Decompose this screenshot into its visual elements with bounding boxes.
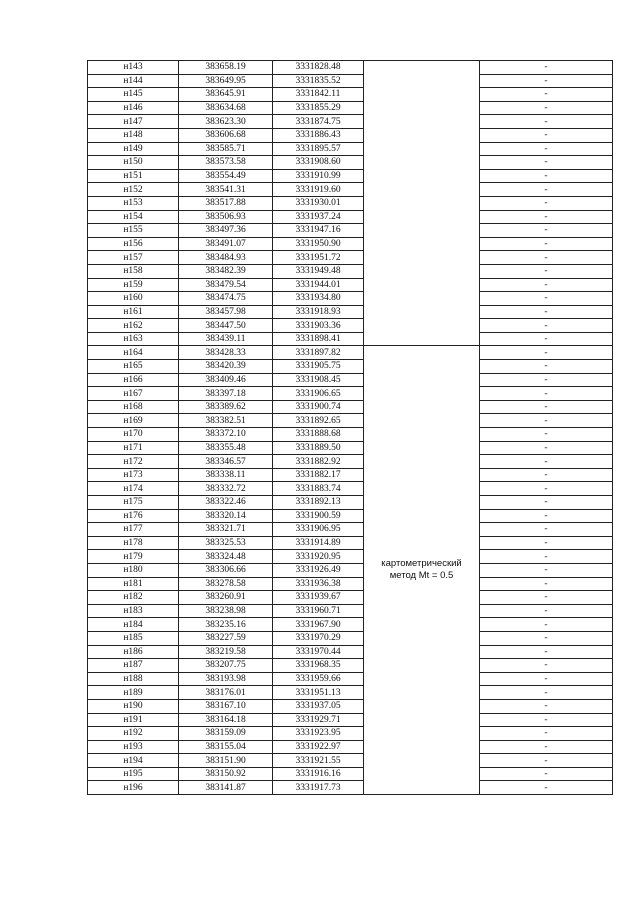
accuracy-cell: -	[480, 237, 613, 251]
y-coordinate-cell: 3331950.90	[273, 237, 364, 251]
accuracy-cell: -	[480, 523, 613, 537]
point-id-cell: н189	[88, 686, 179, 700]
y-coordinate-cell: 3331920.95	[273, 550, 364, 564]
table-row	[88, 754, 613, 768]
point-id-cell: н156	[88, 237, 179, 251]
point-id-cell: н155	[88, 224, 179, 238]
accuracy-cell: -	[480, 251, 613, 265]
point-id-cell: н177	[88, 523, 179, 537]
accuracy-cell: -	[480, 128, 613, 142]
y-coordinate-cell: 3331905.75	[273, 360, 364, 374]
y-coordinate-cell: 3331922.97	[273, 740, 364, 754]
x-coordinate-cell: 383457.98	[179, 305, 273, 319]
accuracy-cell: -	[480, 509, 613, 523]
table-row	[88, 767, 613, 781]
point-id-cell: н145	[88, 88, 179, 102]
x-coordinate-cell: 383497.36	[179, 224, 273, 238]
coordinates-table	[87, 60, 613, 795]
table-row	[88, 618, 613, 632]
x-coordinate-cell: 383649.95	[179, 74, 273, 88]
y-coordinate-cell: 3331908.45	[273, 373, 364, 387]
y-coordinate-cell: 3331947.16	[273, 224, 364, 238]
table-row	[88, 441, 613, 455]
x-coordinate-cell: 383420.39	[179, 360, 273, 374]
point-id-cell: н164	[88, 346, 179, 360]
accuracy-cell: -	[480, 577, 613, 591]
point-id-cell: н182	[88, 591, 179, 605]
y-coordinate-cell: 3331930.01	[273, 196, 364, 210]
method-cell-group-1	[364, 61, 480, 346]
y-coordinate-cell: 3331960.71	[273, 604, 364, 618]
point-id-cell: н192	[88, 727, 179, 741]
x-coordinate-cell: 383479.54	[179, 278, 273, 292]
accuracy-cell: -	[480, 210, 613, 224]
y-coordinate-cell: 3331970.29	[273, 631, 364, 645]
table-row	[88, 631, 613, 645]
accuracy-cell: -	[480, 264, 613, 278]
point-id-cell: н148	[88, 128, 179, 142]
accuracy-cell: -	[480, 115, 613, 129]
y-coordinate-cell: 3331895.57	[273, 142, 364, 156]
x-coordinate-cell: 383355.48	[179, 441, 273, 455]
table-row	[88, 237, 613, 251]
y-coordinate-cell: 3331892.13	[273, 496, 364, 510]
accuracy-cell: -	[480, 659, 613, 673]
y-coordinate-cell: 3331916.16	[273, 767, 364, 781]
y-coordinate-cell: 3331898.41	[273, 332, 364, 346]
point-id-cell: н159	[88, 278, 179, 292]
accuracy-cell: -	[480, 781, 613, 795]
x-coordinate-cell: 383346.57	[179, 455, 273, 469]
table-row	[88, 523, 613, 537]
x-coordinate-cell: 383573.58	[179, 156, 273, 170]
accuracy-cell: -	[480, 305, 613, 319]
table-row	[88, 536, 613, 550]
y-coordinate-cell: 3331921.55	[273, 754, 364, 768]
point-id-cell: н187	[88, 659, 179, 673]
table-row	[88, 169, 613, 183]
table-row	[88, 360, 613, 374]
table-row	[88, 482, 613, 496]
accuracy-cell: -	[480, 373, 613, 387]
y-coordinate-cell: 3331889.50	[273, 441, 364, 455]
method-text-line-2: метод Mt = 0.5	[389, 570, 454, 582]
x-coordinate-cell: 383235.16	[179, 618, 273, 632]
x-coordinate-cell: 383219.58	[179, 645, 273, 659]
x-coordinate-cell: 383474.75	[179, 292, 273, 306]
x-coordinate-cell: 383164.18	[179, 713, 273, 727]
table-row	[88, 373, 613, 387]
x-coordinate-cell: 383585.71	[179, 142, 273, 156]
y-coordinate-cell: 3331835.52	[273, 74, 364, 88]
x-coordinate-cell: 383176.01	[179, 686, 273, 700]
point-id-cell: н166	[88, 373, 179, 387]
point-id-cell: н186	[88, 645, 179, 659]
point-id-cell: н185	[88, 631, 179, 645]
y-coordinate-cell: 3331900.74	[273, 400, 364, 414]
x-coordinate-cell: 383332.72	[179, 482, 273, 496]
accuracy-cell: -	[480, 767, 613, 781]
accuracy-cell: -	[480, 740, 613, 754]
point-id-cell: н153	[88, 196, 179, 210]
x-coordinate-cell: 383389.62	[179, 400, 273, 414]
accuracy-cell: -	[480, 536, 613, 550]
point-id-cell: н188	[88, 672, 179, 686]
y-coordinate-cell: 3331937.05	[273, 699, 364, 713]
y-coordinate-cell: 3331897.82	[273, 346, 364, 360]
point-id-cell: н173	[88, 468, 179, 482]
table-row	[88, 156, 613, 170]
point-id-cell: н165	[88, 360, 179, 374]
table-row	[88, 264, 613, 278]
y-coordinate-cell: 3331874.75	[273, 115, 364, 129]
point-id-cell: н190	[88, 699, 179, 713]
table-row	[88, 115, 613, 129]
x-coordinate-cell: 383227.59	[179, 631, 273, 645]
x-coordinate-cell: 383260.91	[179, 591, 273, 605]
x-coordinate-cell: 383193.98	[179, 672, 273, 686]
table-row	[88, 509, 613, 523]
accuracy-cell: -	[480, 346, 613, 360]
point-id-cell: н194	[88, 754, 179, 768]
x-coordinate-cell: 383623.30	[179, 115, 273, 129]
accuracy-cell: -	[480, 142, 613, 156]
point-id-cell: н196	[88, 781, 179, 795]
accuracy-cell: -	[480, 713, 613, 727]
y-coordinate-cell: 3331918.93	[273, 305, 364, 319]
table-row	[88, 101, 613, 115]
table-row	[88, 400, 613, 414]
point-id-cell: н149	[88, 142, 179, 156]
accuracy-cell: -	[480, 618, 613, 632]
point-id-cell: н181	[88, 577, 179, 591]
y-coordinate-cell: 3331855.29	[273, 101, 364, 115]
x-coordinate-cell: 383397.18	[179, 387, 273, 401]
coordinates-table-body	[88, 61, 613, 795]
x-coordinate-cell: 383554.49	[179, 169, 273, 183]
y-coordinate-cell: 3331908.60	[273, 156, 364, 170]
point-id-cell: н195	[88, 767, 179, 781]
x-coordinate-cell: 383306.66	[179, 563, 273, 577]
point-id-cell: н146	[88, 101, 179, 115]
table-row	[88, 142, 613, 156]
x-coordinate-cell: 383320.14	[179, 509, 273, 523]
accuracy-cell: -	[480, 727, 613, 741]
point-id-cell: н178	[88, 536, 179, 550]
accuracy-cell: -	[480, 224, 613, 238]
accuracy-cell: -	[480, 400, 613, 414]
point-id-cell: н152	[88, 183, 179, 197]
table-row	[88, 210, 613, 224]
x-coordinate-cell: 383278.58	[179, 577, 273, 591]
accuracy-cell: -	[480, 387, 613, 401]
accuracy-cell: -	[480, 278, 613, 292]
y-coordinate-cell: 3331828.48	[273, 61, 364, 75]
accuracy-cell: -	[480, 468, 613, 482]
table-row	[88, 686, 613, 700]
table-row	[88, 278, 613, 292]
accuracy-cell: -	[480, 631, 613, 645]
y-coordinate-cell: 3331934.80	[273, 292, 364, 306]
table-row	[88, 455, 613, 469]
x-coordinate-cell: 383409.46	[179, 373, 273, 387]
y-coordinate-cell: 3331919.60	[273, 183, 364, 197]
point-id-cell: н158	[88, 264, 179, 278]
accuracy-cell: -	[480, 645, 613, 659]
accuracy-cell: -	[480, 672, 613, 686]
accuracy-cell: -	[480, 61, 613, 75]
table-row	[88, 659, 613, 673]
x-coordinate-cell: 383155.04	[179, 740, 273, 754]
accuracy-cell: -	[480, 332, 613, 346]
y-coordinate-cell: 3331926.49	[273, 563, 364, 577]
table-row	[88, 591, 613, 605]
x-coordinate-cell: 383658.19	[179, 61, 273, 75]
x-coordinate-cell: 383491.07	[179, 237, 273, 251]
y-coordinate-cell: 3331951.13	[273, 686, 364, 700]
point-id-cell: н154	[88, 210, 179, 224]
accuracy-cell: -	[480, 169, 613, 183]
x-coordinate-cell: 383159.09	[179, 727, 273, 741]
y-coordinate-cell: 3331882.17	[273, 468, 364, 482]
table-row	[88, 251, 613, 265]
table-row	[88, 781, 613, 795]
accuracy-cell: -	[480, 550, 613, 564]
table-row	[88, 332, 613, 346]
accuracy-cell: -	[480, 754, 613, 768]
y-coordinate-cell: 3331900.59	[273, 509, 364, 523]
x-coordinate-cell: 383482.39	[179, 264, 273, 278]
y-coordinate-cell: 3331967.90	[273, 618, 364, 632]
point-id-cell: н171	[88, 441, 179, 455]
y-coordinate-cell: 3331842.11	[273, 88, 364, 102]
accuracy-cell: -	[480, 441, 613, 455]
x-coordinate-cell: 383517.88	[179, 196, 273, 210]
point-id-cell: н175	[88, 496, 179, 510]
table-row	[88, 577, 613, 591]
x-coordinate-cell: 383439.11	[179, 332, 273, 346]
table-row	[88, 672, 613, 686]
accuracy-cell: -	[480, 699, 613, 713]
point-id-cell: н183	[88, 604, 179, 618]
table-row	[88, 550, 613, 564]
point-id-cell: н184	[88, 618, 179, 632]
y-coordinate-cell: 3331970.44	[273, 645, 364, 659]
table-row	[88, 319, 613, 333]
x-coordinate-cell: 383322.46	[179, 496, 273, 510]
table-row	[88, 468, 613, 482]
table-row	[88, 183, 613, 197]
accuracy-cell: -	[480, 686, 613, 700]
table-row	[88, 305, 613, 319]
accuracy-cell: -	[480, 156, 613, 170]
table-row	[88, 740, 613, 754]
x-coordinate-cell: 383645.91	[179, 88, 273, 102]
table-row	[88, 128, 613, 142]
accuracy-cell: -	[480, 482, 613, 496]
point-id-cell: н162	[88, 319, 179, 333]
y-coordinate-cell: 3331906.95	[273, 523, 364, 537]
accuracy-cell: -	[480, 360, 613, 374]
accuracy-cell: -	[480, 88, 613, 102]
accuracy-cell: -	[480, 183, 613, 197]
table-row	[88, 88, 613, 102]
y-coordinate-cell: 3331882.92	[273, 455, 364, 469]
table-row	[88, 196, 613, 210]
point-id-cell: н161	[88, 305, 179, 319]
point-id-cell: н168	[88, 400, 179, 414]
x-coordinate-cell: 383428.33	[179, 346, 273, 360]
y-coordinate-cell: 3331910.99	[273, 169, 364, 183]
point-id-cell: н170	[88, 428, 179, 442]
table-row	[88, 414, 613, 428]
table-row	[88, 645, 613, 659]
accuracy-cell: -	[480, 591, 613, 605]
accuracy-cell: -	[480, 563, 613, 577]
table-row	[88, 713, 613, 727]
table-row	[88, 224, 613, 238]
table-row	[88, 428, 613, 442]
x-coordinate-cell: 383324.48	[179, 550, 273, 564]
y-coordinate-cell: 3331951.72	[273, 251, 364, 265]
table-row	[88, 563, 613, 577]
x-coordinate-cell: 383372.10	[179, 428, 273, 442]
point-id-cell: н167	[88, 387, 179, 401]
point-id-cell: н172	[88, 455, 179, 469]
point-id-cell: н157	[88, 251, 179, 265]
point-id-cell: н163	[88, 332, 179, 346]
y-coordinate-cell: 3331883.74	[273, 482, 364, 496]
point-id-cell: н151	[88, 169, 179, 183]
accuracy-cell: -	[480, 455, 613, 469]
point-id-cell: н193	[88, 740, 179, 754]
y-coordinate-cell: 3331914.89	[273, 536, 364, 550]
accuracy-cell: -	[480, 101, 613, 115]
accuracy-cell: -	[480, 414, 613, 428]
y-coordinate-cell: 3331929.71	[273, 713, 364, 727]
x-coordinate-cell: 383506.93	[179, 210, 273, 224]
y-coordinate-cell: 3331886.43	[273, 128, 364, 142]
y-coordinate-cell: 3331944.01	[273, 278, 364, 292]
accuracy-cell: -	[480, 196, 613, 210]
x-coordinate-cell: 383382.51	[179, 414, 273, 428]
accuracy-cell: -	[480, 74, 613, 88]
table-row	[88, 604, 613, 618]
point-id-cell: н160	[88, 292, 179, 306]
point-id-cell: н191	[88, 713, 179, 727]
table-row	[88, 699, 613, 713]
y-coordinate-cell: 3331923.95	[273, 727, 364, 741]
x-coordinate-cell: 383167.10	[179, 699, 273, 713]
x-coordinate-cell: 383606.68	[179, 128, 273, 142]
table-row	[88, 346, 613, 360]
accuracy-cell: -	[480, 319, 613, 333]
y-coordinate-cell: 3331968.35	[273, 659, 364, 673]
y-coordinate-cell: 3331903.36	[273, 319, 364, 333]
x-coordinate-cell: 383447.50	[179, 319, 273, 333]
accuracy-cell: -	[480, 496, 613, 510]
accuracy-cell: -	[480, 292, 613, 306]
point-id-cell: н144	[88, 74, 179, 88]
method-text-line-1: картометрический	[381, 558, 462, 570]
x-coordinate-cell: 383238.98	[179, 604, 273, 618]
table-row	[88, 496, 613, 510]
point-id-cell: н169	[88, 414, 179, 428]
y-coordinate-cell: 3331959.66	[273, 672, 364, 686]
x-coordinate-cell: 383338.11	[179, 468, 273, 482]
x-coordinate-cell: 383484.93	[179, 251, 273, 265]
x-coordinate-cell: 383151.90	[179, 754, 273, 768]
point-id-cell: н147	[88, 115, 179, 129]
table-row	[88, 387, 613, 401]
point-id-cell: н174	[88, 482, 179, 496]
table-row	[88, 727, 613, 741]
x-coordinate-cell: 383321.71	[179, 523, 273, 537]
y-coordinate-cell: 3331917.73	[273, 781, 364, 795]
y-coordinate-cell: 3331939.67	[273, 591, 364, 605]
y-coordinate-cell: 3331949.48	[273, 264, 364, 278]
x-coordinate-cell: 383207.75	[179, 659, 273, 673]
accuracy-cell: -	[480, 604, 613, 618]
y-coordinate-cell: 3331888.68	[273, 428, 364, 442]
table-row	[88, 61, 613, 75]
table-row	[88, 74, 613, 88]
accuracy-cell: -	[480, 428, 613, 442]
point-id-cell: н179	[88, 550, 179, 564]
y-coordinate-cell: 3331906.65	[273, 387, 364, 401]
x-coordinate-cell: 383325.53	[179, 536, 273, 550]
point-id-cell: н143	[88, 61, 179, 75]
table-row	[88, 292, 613, 306]
y-coordinate-cell: 3331936.38	[273, 577, 364, 591]
x-coordinate-cell: 383541.31	[179, 183, 273, 197]
x-coordinate-cell: 383634.68	[179, 101, 273, 115]
method-cell-group-2	[364, 346, 480, 795]
point-id-cell: н180	[88, 563, 179, 577]
y-coordinate-cell: 3331937.24	[273, 210, 364, 224]
point-id-cell: н176	[88, 509, 179, 523]
x-coordinate-cell: 383141.87	[179, 781, 273, 795]
point-id-cell: н150	[88, 156, 179, 170]
x-coordinate-cell: 383150.92	[179, 767, 273, 781]
y-coordinate-cell: 3331892.65	[273, 414, 364, 428]
